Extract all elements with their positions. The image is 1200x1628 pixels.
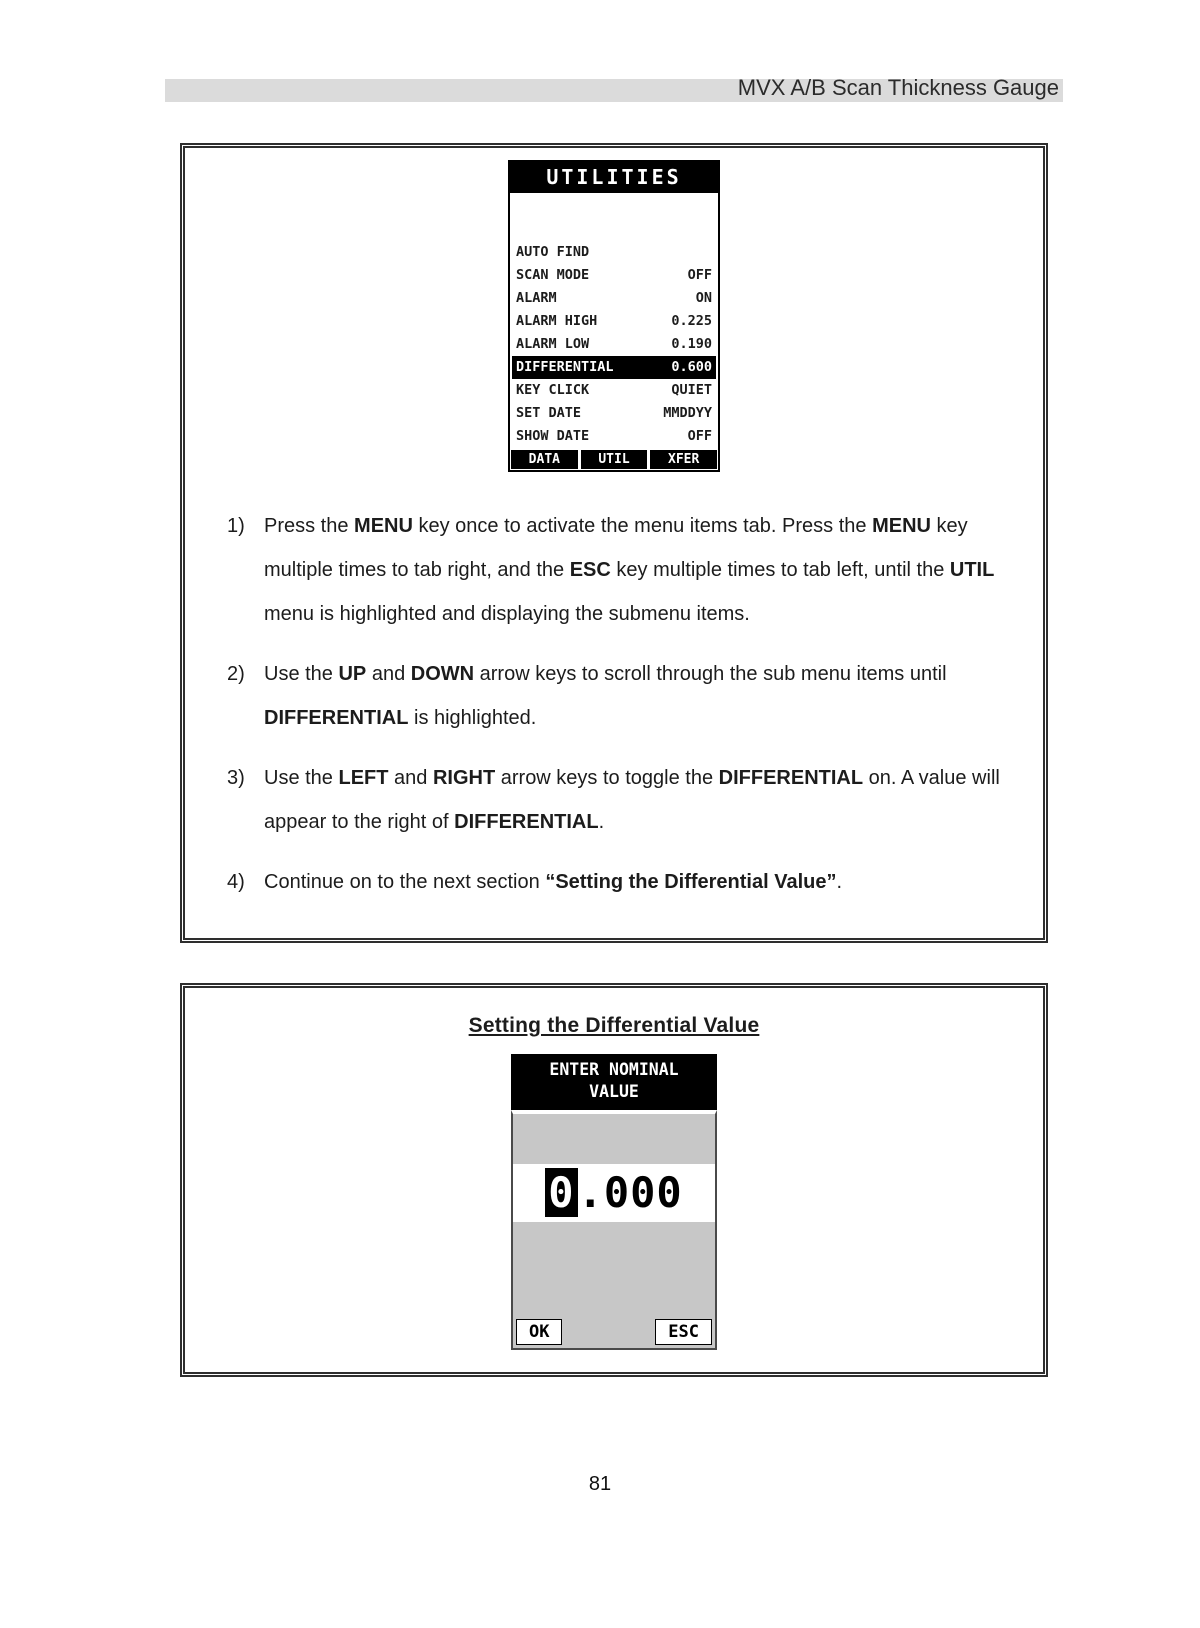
- page-number: 81: [588, 1472, 612, 1495]
- nominal-value-screen-header: [511, 1054, 717, 1110]
- tab-data: DATA: [511, 450, 578, 469]
- menu-item: [512, 425, 716, 448]
- utilities-tab-bar: [510, 449, 718, 470]
- manual-page: [0, 76, 1200, 1628]
- screen-header-line2: VALUE: [589, 1082, 639, 1102]
- instruction-steps: [227, 504, 1001, 904]
- screen-header-line1: ENTER NOMINAL: [549, 1060, 679, 1079]
- menu-item-value: ON: [695, 290, 712, 306]
- utilities-screen-title: UTILITIES: [510, 162, 718, 193]
- menu-item-label: KEY CLICK: [516, 382, 590, 398]
- nominal-value-digits: .000: [577, 1167, 683, 1217]
- step-number: 2): [227, 663, 245, 685]
- step-number: 1): [227, 515, 245, 537]
- step-text: Use the LEFT and RIGHT arrow keys to toggle the DIFFERENTIAL on. A value will appear to the right of DIFFERENTIAL.: [264, 767, 1000, 833]
- esc-button: ESC: [655, 1319, 712, 1345]
- menu-item: [512, 379, 716, 402]
- step-number: 3): [227, 767, 245, 789]
- menu-item-label: ALARM: [516, 290, 557, 306]
- tab-xfer: XFER: [650, 450, 717, 469]
- utilities-screen-blank-area: [510, 193, 718, 241]
- nominal-value-button-row: [513, 1316, 715, 1348]
- menu-item-label: AUTO FIND: [516, 244, 590, 260]
- nominal-value-screen: [511, 1054, 717, 1350]
- menu-item: [512, 356, 716, 379]
- document-title: MVX A/B Scan Thickness Gauge: [737, 75, 1059, 100]
- menu-item-label: ALARM LOW: [516, 336, 590, 352]
- instruction-step: [227, 756, 1001, 844]
- step-text: Continue on to the next section “Setting the Differential Value”.: [264, 871, 843, 893]
- menu-item: [512, 264, 716, 287]
- tab-util: UTIL: [581, 450, 648, 469]
- menu-item-label: DIFFERENTIAL: [516, 359, 614, 375]
- menu-item-label: ALARM HIGH: [516, 313, 598, 329]
- menu-item: [512, 310, 716, 333]
- instructions-panel: [180, 143, 1048, 943]
- section-title: Setting the Differential Value: [468, 1014, 760, 1037]
- page-header: [165, 76, 1063, 102]
- menu-item: [512, 402, 716, 425]
- menu-item-value: QUIET: [671, 382, 712, 398]
- menu-item-value: 0.225: [671, 313, 712, 329]
- menu-item: [512, 241, 716, 264]
- ok-button: OK: [516, 1319, 562, 1345]
- nominal-value-screen-body: [511, 1110, 717, 1350]
- menu-item-value: OFF: [687, 428, 712, 444]
- step-text: Press the MENU key once to activate the menu items tab. Press the MENU key multiple times to tab right, and the ESC key multiple times to tab left, until the UTIL menu is highlighted and displaying the submenu items.: [264, 515, 995, 625]
- menu-item-label: SHOW DATE: [516, 428, 590, 444]
- menu-item: [512, 333, 716, 356]
- menu-item-label: SCAN MODE: [516, 267, 590, 283]
- utilities-screen: [508, 160, 720, 472]
- menu-item-value: 0.600: [671, 359, 712, 375]
- utilities-menu-list: [510, 241, 718, 448]
- step-number: 4): [227, 871, 245, 893]
- nominal-value-cursor-digit: 0: [545, 1168, 577, 1217]
- menu-item-label: SET DATE: [516, 405, 582, 421]
- nominal-value-display: [513, 1164, 715, 1222]
- instruction-step: [227, 860, 1001, 904]
- menu-item-value: OFF: [687, 267, 712, 283]
- differential-value-panel: [180, 983, 1048, 1377]
- menu-item-value: 0.190: [671, 336, 712, 352]
- step-text: Use the UP and DOWN arrow keys to scroll through the sub menu items until DIFFERENTIAL is highlighted.: [264, 663, 947, 729]
- instruction-step: [227, 504, 1001, 636]
- menu-item-value: MMDDYY: [663, 405, 712, 421]
- menu-item: [512, 287, 716, 310]
- instruction-step: [227, 652, 1001, 740]
